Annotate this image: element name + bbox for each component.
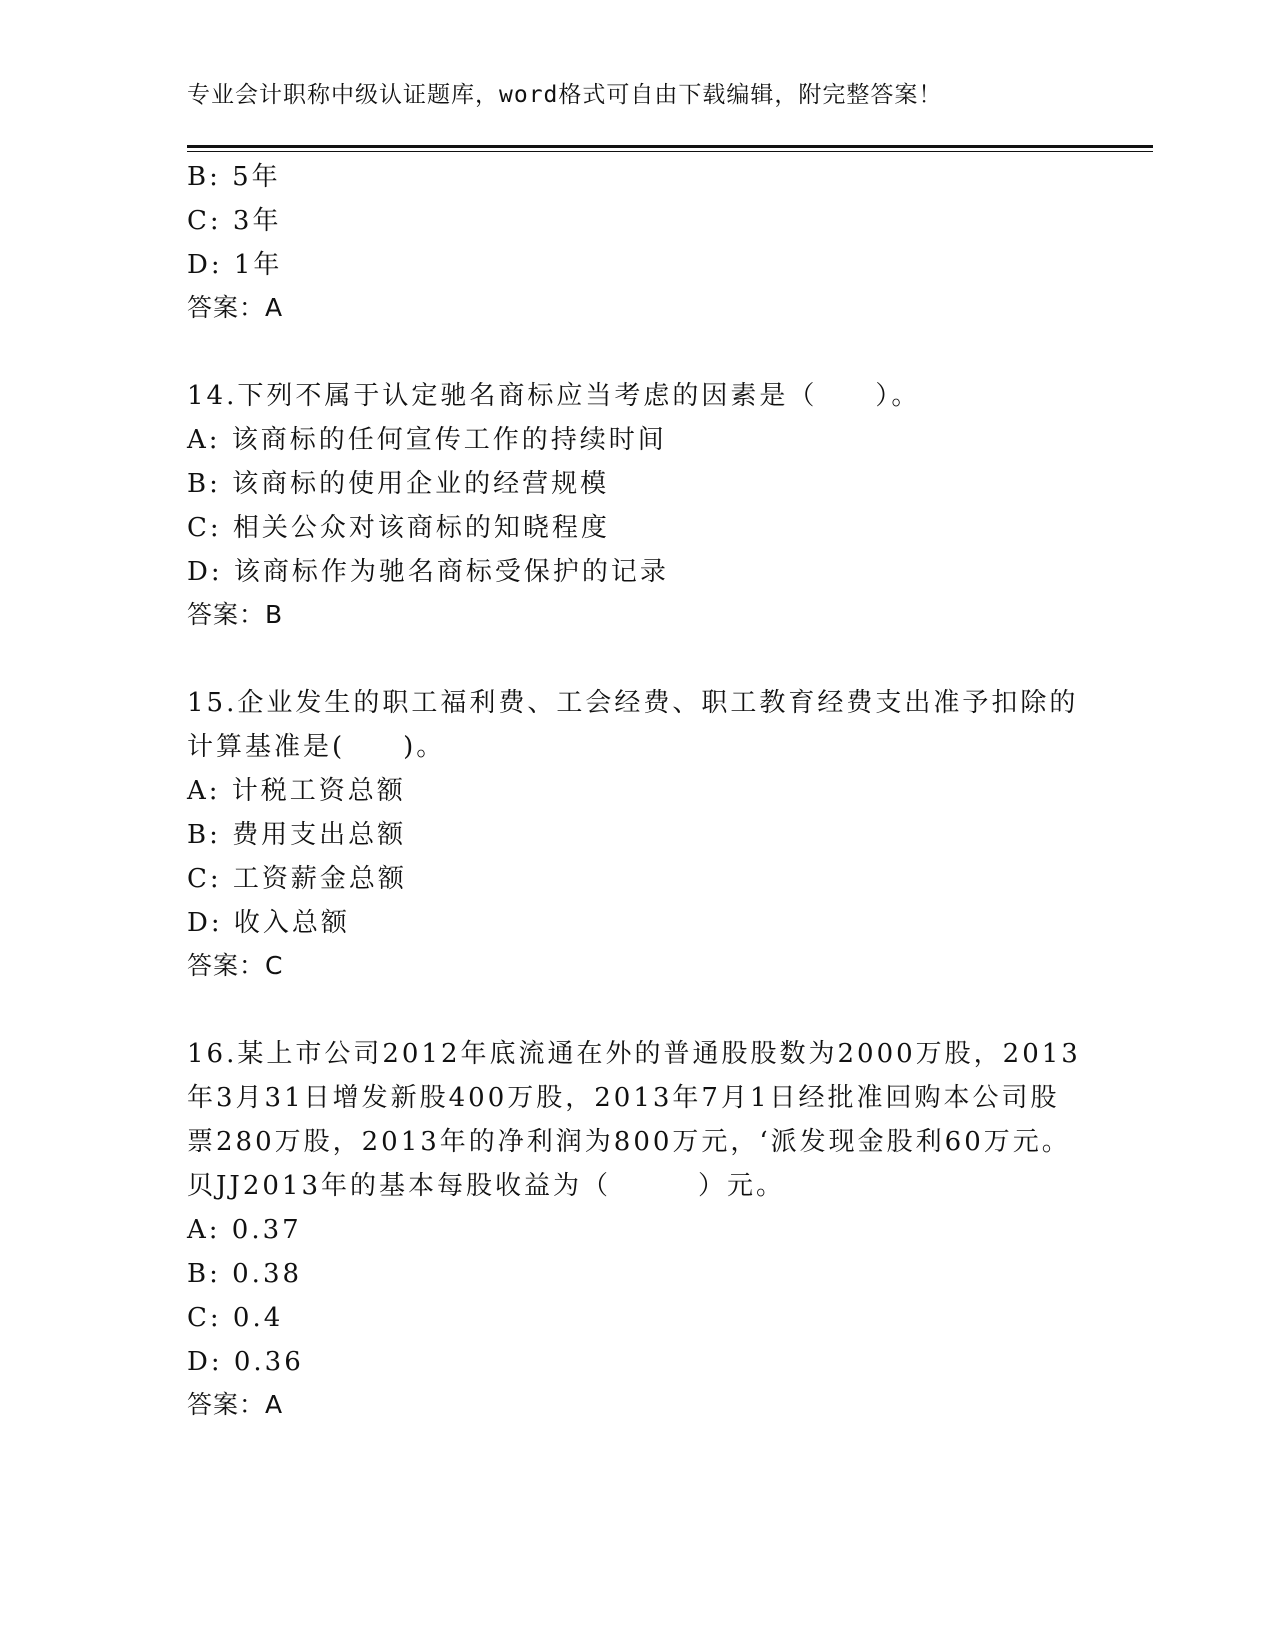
option-c: C: 工资薪金总额 (187, 864, 407, 894)
option-b: B: 该商标的使用企业的经营规模 (187, 469, 610, 499)
question-stem: 14.下列不属于认定驰名商标应当考虑的因素是（ ）。 (187, 381, 921, 411)
option-d: D: 0.36 (187, 1347, 304, 1377)
option-c: C: 0.4 (187, 1303, 284, 1333)
option-a: A: 计税工资总额 (187, 776, 406, 806)
header-divider-thin (187, 151, 1153, 152)
option-d: D: 该商标作为驰名商标受保护的记录 (187, 557, 669, 587)
answer: 答案：A (187, 1390, 284, 1419)
option-b: B: 5年 (187, 162, 281, 192)
option-b: B: 费用支出总额 (187, 820, 407, 850)
question-stem: 计算基准是( )。 (187, 732, 446, 762)
header-divider (187, 145, 1153, 148)
question-stem: 年3月31日增发新股400万股，2013年7月1日经批准回购本公司股 (187, 1083, 1060, 1113)
header-title: 专业会计职称中级认证题库，word格式可自由下载编辑，附完整答案！ (187, 82, 943, 108)
option-d: D: 1年 (187, 250, 283, 280)
question-stem: 贝JJ2013年的基本每股收益为（ ）元。 (187, 1171, 786, 1201)
option-b: B: 0.38 (187, 1259, 303, 1289)
question-stem: 15.企业发生的职工福利费、工会经费、职工教育经费支出准予扣除的 (187, 688, 1079, 718)
answer: 答案：C (187, 951, 284, 980)
question-stem: 票280万股，2013年的净利润为800万元，‘派发现金股利60万元。 (187, 1127, 1071, 1157)
option-c: C: 相关公众对该商标的知晓程度 (187, 513, 610, 543)
answer: 答案：B (187, 600, 284, 629)
option-c: C: 3年 (187, 206, 282, 236)
option-a: A: 0.37 (187, 1215, 302, 1245)
answer: 答案：A (187, 293, 284, 322)
question-stem: 16.某上市公司2012年底流通在外的普通股股数为2000万股，2013 (187, 1039, 1081, 1069)
option-a: A: 该商标的任何宣传工作的持续时间 (187, 425, 667, 455)
option-d: D: 收入总额 (187, 908, 350, 938)
